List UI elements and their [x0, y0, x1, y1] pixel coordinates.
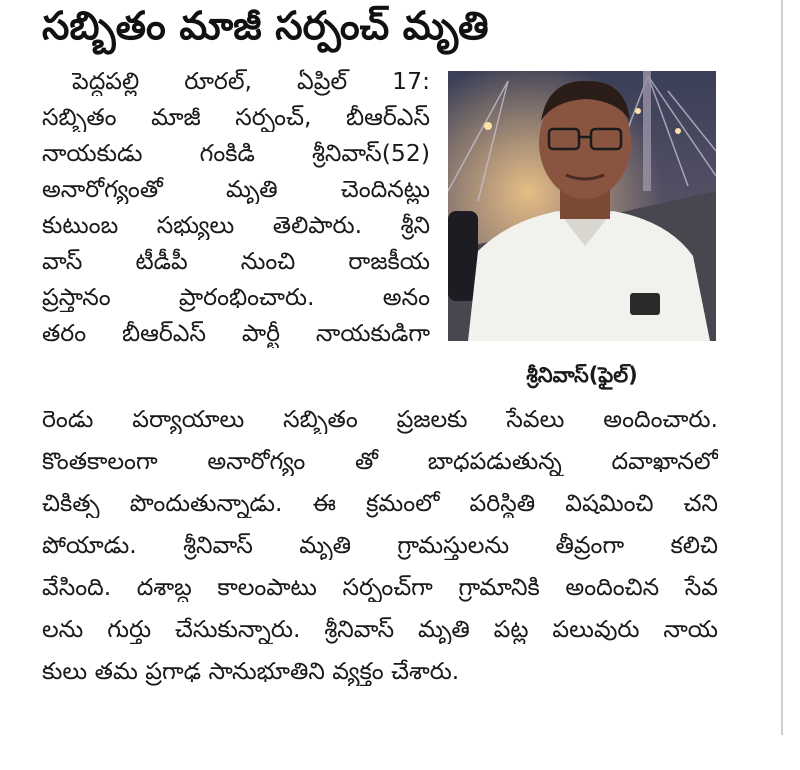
article-line: కొంతకాలంగా అనారోగ్యం తో బాధపడుతున్న దవాఖానలో: [42, 447, 718, 475]
article-line: పోయాడు. శ్రీనివాస్‌ మృతి గ్రామస్తులను తీవ్రంగా కలిచి: [42, 531, 718, 559]
article-line: రెండు పర్యాయాలు సబ్బితం ప్రజలకు సేవలు అందించారు.: [42, 405, 718, 433]
portrait-photo: [448, 71, 716, 341]
portrait-illustration: [448, 71, 716, 341]
article-line: నాయకుడు గంకిడి శ్రీనివాస్‌(52): [42, 139, 430, 167]
article-line: కులు తమ ప్రగాఢ సానుభూతిని వ్యక్తం చేశారు.: [42, 657, 460, 685]
column-divider: [781, 0, 783, 735]
article-line: అనారోగ్యంతో మృతి చెందినట్లు: [42, 175, 430, 203]
article-headline: సబ్బితం మాజీ సర్పంచ్‌ మృతి: [42, 4, 489, 49]
article-line: సబ్బితం మాజీ సర్పంచ్‌, బీఆర్‌ఎస్‌: [42, 103, 430, 131]
article-line: వాస్‌ టీడీపీ నుంచి రాజకీయ: [42, 247, 430, 275]
photo-caption: శ్రీనివాస్‌(ఫైల్‌): [526, 363, 638, 387]
article-line: లను గుర్తు చేసుకున్నారు. శ్రీనివాస్‌ మృతి పట్ల పలువురు నాయ: [42, 615, 718, 643]
article-line: పెద్దపల్లి రూరల్‌, ఏప్రిల్‌ 17:: [72, 67, 430, 95]
article-line: చికిత్స పొందుతున్నాడు. ఈ క్రమంలో పరిస్థితి విషమించి చని: [42, 489, 718, 517]
article-line: ప్రస్తానం ప్రారంభించారు. అనం: [42, 283, 430, 311]
article-line: కుటుంబ సభ్యులు తెలిపారు. శ్రీని: [42, 211, 430, 239]
article-line: తరం బీఆర్‌ఎస్‌ పార్టీ నాయకుడిగా: [42, 319, 430, 347]
article-line: వేసింది. దశాబ్ద కాలంపాటు సర్పంచ్‌గా గ్రామానికి అందించిన సేవ: [42, 573, 718, 601]
